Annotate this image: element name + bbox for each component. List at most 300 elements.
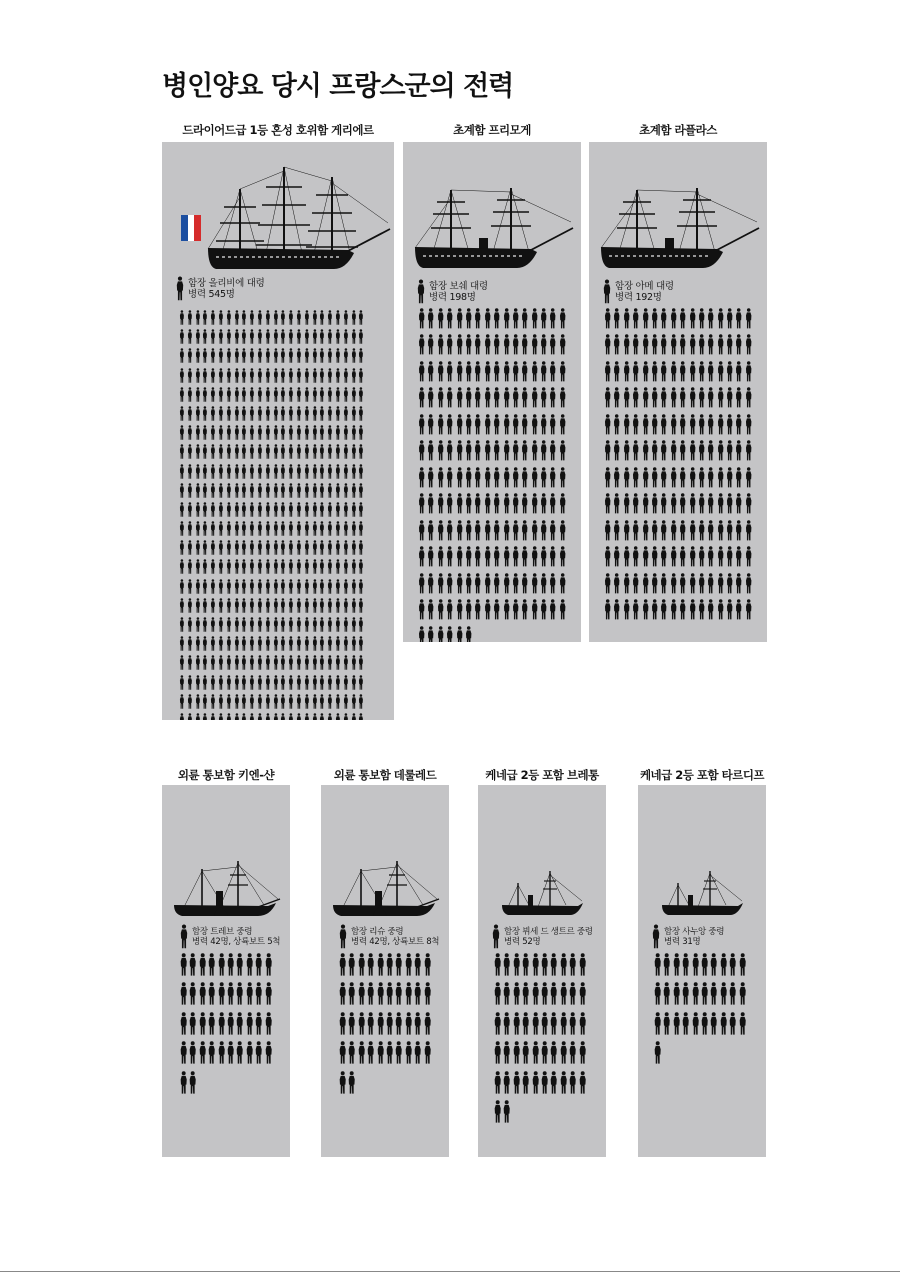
crew-member-icon <box>240 368 248 384</box>
crew-member-icon <box>464 467 473 489</box>
crew-member-icon <box>311 559 319 575</box>
crew-member-icon <box>669 467 678 489</box>
sailor-icon <box>180 924 188 950</box>
crew-member-icon <box>641 493 650 515</box>
crew-member-icon <box>436 334 445 356</box>
crew-member-icon <box>272 617 280 633</box>
crew-member-icon <box>326 483 334 499</box>
crew-member-icon <box>279 694 287 710</box>
ship-panel-tardif <box>638 767 766 1157</box>
crew-member-icon <box>303 406 311 422</box>
crew-member-icon <box>318 694 326 710</box>
crew-member-icon <box>622 308 631 330</box>
crew-member-icon <box>641 361 650 383</box>
crew-member-icon <box>445 493 454 515</box>
crew-member-icon <box>568 953 577 977</box>
crew-member-icon <box>716 467 725 489</box>
crew-grid <box>338 953 432 1100</box>
crew-member-icon <box>512 1071 521 1095</box>
crew-member-icon <box>603 493 612 515</box>
crew-member-icon <box>209 348 217 364</box>
crew-member-icon <box>279 387 287 403</box>
crew-member-icon <box>225 425 233 441</box>
crew-member-icon <box>716 361 725 383</box>
crew-member-icon <box>303 713 311 720</box>
crew-member-icon <box>287 559 295 575</box>
crew-member-icon <box>186 310 194 326</box>
ship-caption <box>652 924 724 950</box>
crew-member-icon <box>678 467 687 489</box>
crew-member-icon <box>256 310 264 326</box>
crew-member-icon <box>233 598 241 614</box>
crew-member-icon <box>492 414 501 436</box>
crew-member-icon <box>631 308 640 330</box>
crew-member-icon <box>706 520 715 542</box>
crew-member-icon <box>178 464 186 480</box>
crew-member-icon <box>194 310 202 326</box>
crew-member-icon <box>178 540 186 556</box>
crew-member-icon <box>272 694 280 710</box>
crew-member-icon <box>669 546 678 568</box>
crew-member-icon <box>225 598 233 614</box>
crew-member-icon <box>295 406 303 422</box>
crew-member-icon <box>473 493 482 515</box>
crew-member-icon <box>511 599 520 621</box>
crew-member-icon <box>464 493 473 515</box>
ship-panel-deroulede <box>321 767 449 1157</box>
crew-member-icon <box>326 540 334 556</box>
crew-member-icon <box>233 502 241 518</box>
crew-member-icon <box>217 617 225 633</box>
crew-member-icon <box>603 440 612 462</box>
crew-member-icon <box>248 368 256 384</box>
crew-member-icon <box>342 310 350 326</box>
crew-member-icon <box>326 559 334 575</box>
crew-member-icon <box>272 483 280 499</box>
crew-member-icon <box>512 1012 521 1036</box>
crew-member-icon <box>734 334 743 356</box>
crew-member-icon <box>347 1041 356 1065</box>
crew-member-icon <box>697 334 706 356</box>
crew-member-icon <box>233 617 241 633</box>
crew-member-icon <box>520 440 529 462</box>
ship-card <box>403 142 581 642</box>
crew-member-icon <box>303 655 311 671</box>
crew-member-icon <box>641 520 650 542</box>
crew-member-icon <box>483 573 492 595</box>
crew-member-icon <box>188 1071 197 1095</box>
crew-member-icon <box>201 464 209 480</box>
crew-member-icon <box>295 579 303 595</box>
crew-member-icon <box>303 387 311 403</box>
crew-member-icon <box>653 982 662 1006</box>
crew-member-icon <box>659 546 668 568</box>
crew-member-icon <box>245 982 254 1006</box>
crew-member-icon <box>558 387 567 409</box>
crew-member-icon <box>716 520 725 542</box>
crew-member-icon <box>194 521 202 537</box>
crew-member-icon <box>179 1012 188 1036</box>
crew-member-icon <box>248 694 256 710</box>
crew-member-icon <box>225 368 233 384</box>
crew-member-icon <box>217 406 225 422</box>
crew-member-icon <box>394 982 403 1006</box>
crew-member-icon <box>287 483 295 499</box>
crew-member-icon <box>492 334 501 356</box>
crew-member-icon <box>186 713 194 720</box>
crew-member-icon <box>248 329 256 345</box>
crew-member-icon <box>186 636 194 652</box>
corvette-silhouette-icon <box>597 184 761 274</box>
crew-member-icon <box>641 334 650 356</box>
crew-member-icon <box>483 387 492 409</box>
crew-member-icon <box>413 1041 422 1065</box>
crew-member-icon <box>334 579 342 595</box>
crew-member-icon <box>256 617 264 633</box>
crew-member-icon <box>295 310 303 326</box>
crew-member-icon <box>697 546 706 568</box>
crew-member-icon <box>464 387 473 409</box>
crew-member-icon <box>201 368 209 384</box>
crew-member-icon <box>511 546 520 568</box>
crew-member-icon <box>539 334 548 356</box>
crew-member-icon <box>334 655 342 671</box>
crew-member-icon <box>548 334 557 356</box>
crew-member-icon <box>201 521 209 537</box>
crew-member-icon <box>483 546 492 568</box>
crew-member-icon <box>217 694 225 710</box>
crew-member-icon <box>483 440 492 462</box>
crew-member-icon <box>326 387 334 403</box>
crew-member-icon <box>436 440 445 462</box>
crew-member-icon <box>681 1012 690 1036</box>
crew-member-icon <box>295 329 303 345</box>
crew-member-icon <box>744 573 753 595</box>
crew-member-icon <box>691 1012 700 1036</box>
crew-member-icon <box>295 617 303 633</box>
crew-member-icon <box>512 953 521 977</box>
crew-member-icon <box>578 982 587 1006</box>
crew-member-icon <box>706 467 715 489</box>
crew-member-icon <box>688 387 697 409</box>
crew-member-icon <box>539 414 548 436</box>
crew-member-icon <box>603 308 612 330</box>
crew-member-icon <box>342 464 350 480</box>
crew-member-icon <box>186 694 194 710</box>
crew-member-icon <box>483 361 492 383</box>
crew-member-icon <box>217 1041 226 1065</box>
crew-member-icon <box>650 599 659 621</box>
crew-member-icon <box>662 982 671 1006</box>
crew-member-icon <box>311 329 319 345</box>
crew-member-icon <box>350 444 358 460</box>
crew-member-icon <box>549 953 558 977</box>
crew-member-icon <box>706 493 715 515</box>
crew-member-icon <box>548 573 557 595</box>
commander-label: 함장 아메 대령 <box>615 281 674 292</box>
crew-member-icon <box>194 540 202 556</box>
crew-member-icon <box>225 521 233 537</box>
crew-grid <box>603 308 753 626</box>
crew-member-icon <box>357 1012 366 1036</box>
crew-member-icon <box>669 414 678 436</box>
crew-member-icon <box>311 310 319 326</box>
crew-member-icon <box>235 953 244 977</box>
crew-member-icon <box>334 310 342 326</box>
crew-member-icon <box>178 713 186 720</box>
ship-card <box>478 785 606 1157</box>
crew-member-icon <box>512 1041 521 1065</box>
crew-member-icon <box>194 368 202 384</box>
crew-member-icon <box>603 546 612 568</box>
crew-member-icon <box>264 1012 273 1036</box>
crew-member-icon <box>342 598 350 614</box>
crew-member-icon <box>287 310 295 326</box>
crew-member-icon <box>287 329 295 345</box>
crew-member-icon <box>697 467 706 489</box>
crew-member-icon <box>706 440 715 462</box>
crew-member-icon <box>719 1012 728 1036</box>
crew-member-icon <box>245 953 254 977</box>
crew-member-icon <box>303 675 311 691</box>
crew-member-icon <box>326 655 334 671</box>
crew-member-icon <box>520 387 529 409</box>
crew-member-icon <box>194 502 202 518</box>
crew-member-icon <box>521 953 530 977</box>
crew-member-icon <box>464 308 473 330</box>
crew-member-icon <box>706 546 715 568</box>
crew-member-icon <box>530 308 539 330</box>
crew-member-icon <box>641 440 650 462</box>
crew-member-icon <box>303 598 311 614</box>
crew-member-icon <box>530 520 539 542</box>
crew-member-icon <box>318 617 326 633</box>
crew-member-icon <box>209 444 217 460</box>
crew-member-icon <box>248 387 256 403</box>
crew-member-icon <box>548 467 557 489</box>
crew-member-icon <box>326 368 334 384</box>
crew-member-icon <box>473 387 482 409</box>
crew-member-icon <box>700 982 709 1006</box>
crew-member-icon <box>201 655 209 671</box>
crew-member-icon <box>225 540 233 556</box>
crew-member-icon <box>426 520 435 542</box>
aviso-silhouette-icon <box>331 859 441 919</box>
crew-member-icon <box>603 387 612 409</box>
crew-member-icon <box>716 573 725 595</box>
crew-member-icon <box>688 467 697 489</box>
crew-member-icon <box>744 440 753 462</box>
crew-member-icon <box>272 636 280 652</box>
crew-member-icon <box>186 387 194 403</box>
crew-member-icon <box>326 675 334 691</box>
crew-member-icon <box>179 953 188 977</box>
crew-member-icon <box>342 675 350 691</box>
crew-member-icon <box>700 953 709 977</box>
crew-member-icon <box>659 440 668 462</box>
crew-member-icon <box>240 502 248 518</box>
crew-member-icon <box>245 1041 254 1065</box>
crew-member-icon <box>350 675 358 691</box>
crew-member-icon <box>186 329 194 345</box>
crew-member-icon <box>631 387 640 409</box>
crew-member-icon <box>217 387 225 403</box>
crew-member-icon <box>194 713 202 720</box>
crew-member-icon <box>548 520 557 542</box>
crew-member-icon <box>357 675 365 691</box>
crew-member-icon <box>413 982 422 1006</box>
sailor-icon <box>176 276 184 302</box>
crew-member-icon <box>706 387 715 409</box>
crew-member-icon <box>318 598 326 614</box>
commander-label: 함장 올리비에 대령 <box>188 278 265 289</box>
page-title: 병인양요 당시 프랑스군의 전력 <box>162 71 514 102</box>
crew-member-icon <box>186 502 194 518</box>
crew-member-icon <box>357 310 365 326</box>
crew-member-icon <box>318 675 326 691</box>
crew-member-icon <box>697 361 706 383</box>
crew-member-icon <box>217 598 225 614</box>
crew-member-icon <box>678 414 687 436</box>
crew-member-icon <box>464 440 473 462</box>
crew-member-icon <box>256 425 264 441</box>
crew-member-icon <box>669 573 678 595</box>
crew-member-icon <box>295 464 303 480</box>
crew-member-icon <box>492 599 501 621</box>
crew-member-icon <box>272 675 280 691</box>
crew-member-icon <box>568 1071 577 1095</box>
crew-member-icon <box>520 520 529 542</box>
crew-member-icon <box>650 387 659 409</box>
crew-member-icon <box>217 579 225 595</box>
crew-member-icon <box>511 440 520 462</box>
crew-member-icon <box>194 617 202 633</box>
crew-member-icon <box>350 521 358 537</box>
crew-member-icon <box>256 579 264 595</box>
crew-member-icon <box>256 675 264 691</box>
crew-member-icon <box>272 425 280 441</box>
crew-member-icon <box>342 387 350 403</box>
crew-member-icon <box>417 440 426 462</box>
crew-member-icon <box>357 406 365 422</box>
crew-member-icon <box>520 599 529 621</box>
crew-member-icon <box>669 361 678 383</box>
crew-member-icon <box>631 493 640 515</box>
crew-member-icon <box>334 694 342 710</box>
crew-member-icon <box>483 599 492 621</box>
crew-member-icon <box>653 1041 662 1065</box>
crew-member-icon <box>334 617 342 633</box>
crew-member-icon <box>423 953 432 977</box>
crew-member-icon <box>678 520 687 542</box>
crew-member-icon <box>194 464 202 480</box>
crew-member-icon <box>530 414 539 436</box>
crew-member-icon <box>622 467 631 489</box>
crew-member-icon <box>357 953 366 977</box>
crew-member-icon <box>311 444 319 460</box>
crew-member-icon <box>233 464 241 480</box>
crew-member-icon <box>445 599 454 621</box>
crew-member-icon <box>233 348 241 364</box>
crew-member-icon <box>240 559 248 575</box>
crew-member-icon <box>520 361 529 383</box>
crew-member-icon <box>287 540 295 556</box>
crew-member-icon <box>194 655 202 671</box>
commander-label: 함장 리슈 중령 <box>351 927 404 937</box>
crew-member-icon <box>725 308 734 330</box>
crew-member-icon <box>225 675 233 691</box>
crew-member-icon <box>178 655 186 671</box>
ship-panel-laplace <box>589 122 767 642</box>
crew-member-icon <box>426 573 435 595</box>
crew-member-icon <box>744 361 753 383</box>
crew-member-icon <box>716 414 725 436</box>
crew-member-icon <box>256 502 264 518</box>
crew-member-icon <box>502 982 511 1006</box>
crew-member-icon <box>279 617 287 633</box>
commander-label: 함장 뷔세 드 생트르 중령 <box>504 927 593 937</box>
crew-member-icon <box>483 493 492 515</box>
crew-member-icon <box>436 599 445 621</box>
crew-member-icon <box>186 559 194 575</box>
crew-member-icon <box>473 520 482 542</box>
crew-member-icon <box>716 308 725 330</box>
crew-member-icon <box>179 1071 188 1095</box>
crew-member-icon <box>217 559 225 575</box>
ship-card <box>162 785 290 1157</box>
crew-member-icon <box>186 348 194 364</box>
crew-member-icon <box>357 483 365 499</box>
crew-member-icon <box>201 387 209 403</box>
crew-member-icon <box>186 368 194 384</box>
crew-member-icon <box>423 1041 432 1065</box>
ship-card <box>589 142 767 642</box>
crew-member-icon <box>622 387 631 409</box>
crew-member-icon <box>622 493 631 515</box>
crew-member-icon <box>233 694 241 710</box>
crew-member-icon <box>217 310 225 326</box>
crew-member-icon <box>225 310 233 326</box>
flag-stripe-white <box>188 215 195 241</box>
crew-member-icon <box>264 559 272 575</box>
crew-member-icon <box>622 520 631 542</box>
crew-member-icon <box>326 694 334 710</box>
crew-member-icon <box>493 1012 502 1036</box>
crew-member-icon <box>473 308 482 330</box>
crew-member-icon <box>653 953 662 977</box>
crew-member-icon <box>558 493 567 515</box>
crew-member-icon <box>659 361 668 383</box>
crew-member-icon <box>326 406 334 422</box>
crew-member-icon <box>311 617 319 633</box>
ship-caption <box>176 276 264 302</box>
crew-member-icon <box>455 520 464 542</box>
crew-member-icon <box>240 521 248 537</box>
crew-member-icon <box>445 626 454 642</box>
crew-member-icon <box>483 520 492 542</box>
crew-member-icon <box>376 953 385 977</box>
crew-member-icon <box>318 368 326 384</box>
crew-member-icon <box>233 329 241 345</box>
crew-member-icon <box>659 308 668 330</box>
crew-member-icon <box>178 483 186 499</box>
crew-member-icon <box>521 1071 530 1095</box>
crew-member-icon <box>483 467 492 489</box>
crew-member-icon <box>641 467 650 489</box>
crew-member-icon <box>404 1041 413 1065</box>
crew-member-icon <box>455 414 464 436</box>
crew-member-icon <box>194 598 202 614</box>
